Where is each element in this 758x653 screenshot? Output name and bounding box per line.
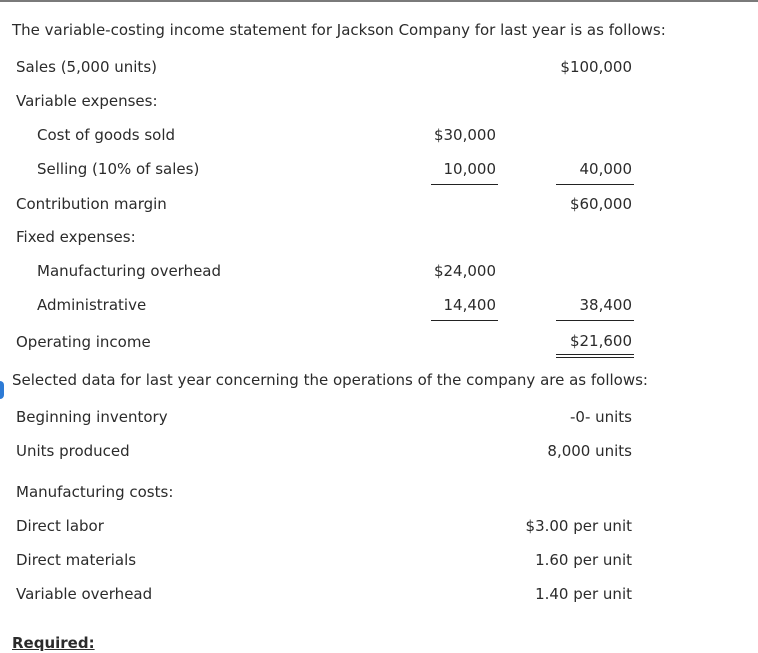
sales-label: Sales (5,000 units)	[16, 58, 157, 76]
underline	[556, 184, 634, 185]
focus-marker	[0, 381, 4, 399]
contribution-margin-value: $60,000	[569, 195, 632, 213]
variable-overhead-label: Variable overhead	[16, 585, 153, 603]
beginning-inventory-label: Beginning inventory	[16, 408, 168, 426]
mfg-overhead-label: Manufacturing overhead	[37, 262, 222, 280]
fixed-expenses-label: Fixed expenses:	[16, 228, 136, 246]
underline	[556, 320, 634, 321]
cogs-label: Cost of goods sold	[37, 126, 176, 144]
double-underline	[556, 354, 634, 358]
direct-materials-label: Direct materials	[16, 551, 137, 569]
administrative-value: 14,400	[443, 296, 496, 314]
direct-labor-label: Direct labor	[16, 517, 104, 535]
selling-label: Selling (10% of sales)	[37, 160, 200, 178]
units-produced-value: 8,000 units	[547, 442, 632, 460]
intro-text: The variable-costing income statement for Jackson Company for last year is as follows:	[12, 21, 666, 39]
mfg-overhead-value: $24,000	[433, 262, 496, 280]
units-produced-label: Units produced	[16, 442, 130, 460]
direct-labor-value: $3.00 per unit	[525, 517, 632, 535]
selling-value: 10,000	[443, 160, 496, 178]
manufacturing-costs-label: Manufacturing costs:	[16, 483, 174, 501]
variable-expenses-label: Variable expenses:	[16, 92, 158, 110]
variable-expenses-total: 40,000	[579, 160, 632, 178]
operating-income-label: Operating income	[16, 333, 151, 351]
variable-overhead-value: 1.40 per unit	[535, 585, 632, 603]
top-border	[0, 0, 758, 2]
fixed-expenses-total: 38,400	[579, 296, 632, 314]
underline	[431, 184, 498, 185]
required-heading: Required:	[12, 634, 95, 652]
underline	[431, 320, 498, 321]
operating-income-value: $21,600	[569, 332, 632, 350]
beginning-inventory-value: -0- units	[569, 408, 632, 426]
direct-materials-value: 1.60 per unit	[535, 551, 632, 569]
contribution-margin-label: Contribution margin	[16, 195, 167, 213]
administrative-label: Administrative	[37, 296, 147, 314]
cogs-value: $30,000	[433, 126, 496, 144]
selected-intro-text: Selected data for last year concerning the operations of the company are as follows:	[12, 371, 648, 389]
sales-value: $100,000	[560, 58, 632, 76]
